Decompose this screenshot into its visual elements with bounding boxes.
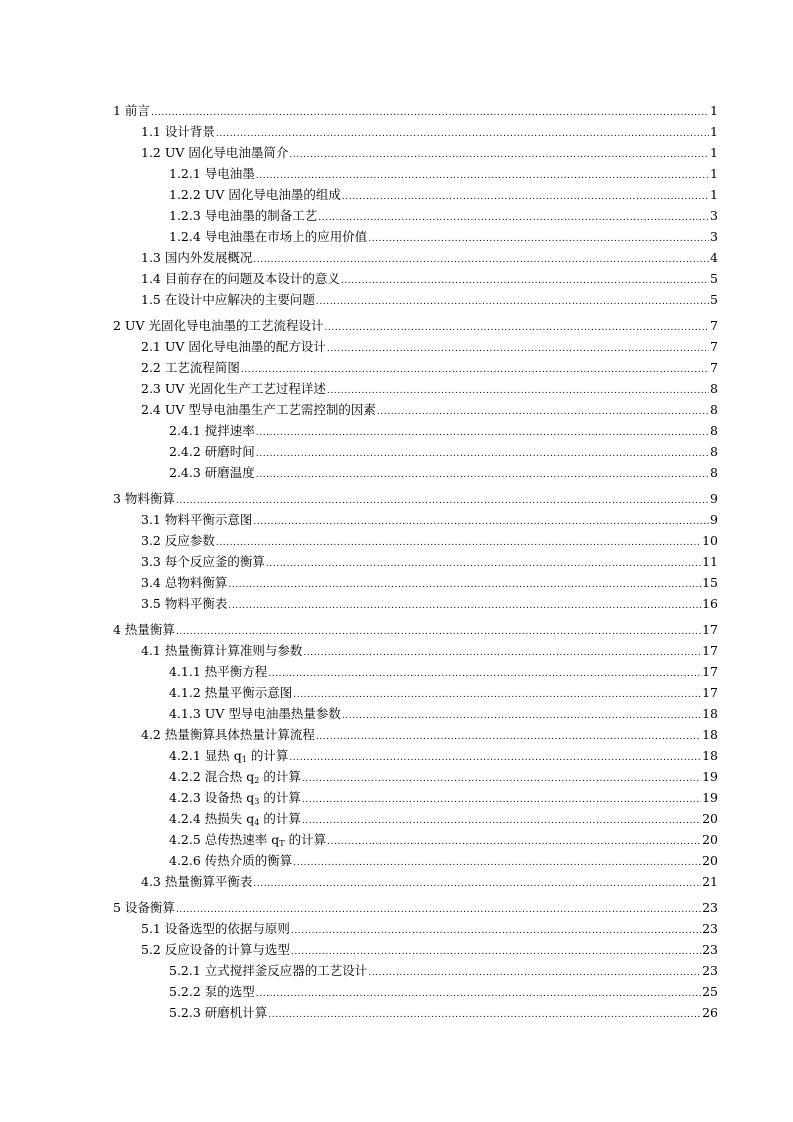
toc-entry-title-text: 3.4 总物料衡算 [141, 575, 228, 590]
dot-leader [291, 921, 701, 941]
toc-entry-subscript: 3 [254, 797, 260, 806]
toc-entry-page-number: 11 [702, 554, 718, 569]
toc-entry[interactable] [169, 1003, 718, 1023]
toc-entry-title [169, 961, 368, 981]
toc-entry-page-number: 8 [710, 402, 718, 417]
toc-entry[interactable] [113, 489, 718, 509]
dot-leader [327, 381, 709, 401]
toc-entry-title-text: 1.4 目前存在的问题及本设计的意义 [141, 271, 340, 286]
toc-entry-title [141, 725, 316, 745]
toc-entry-title-text: 3.2 反应参数 [141, 533, 215, 548]
toc-entry-title [141, 531, 216, 551]
dot-leader [256, 423, 709, 443]
toc-entry-title [169, 442, 256, 462]
dot-leader [342, 187, 709, 207]
toc-entry-subscript: 2 [254, 776, 260, 785]
toc-entry-title [169, 830, 327, 850]
toc-entry[interactable] [113, 898, 718, 918]
toc-entry-title-text: 5.2.2 泵的选型 [169, 984, 255, 999]
toc-entry-title [169, 767, 302, 787]
toc-entry-title-text: 4.1.3 UV 型导电油墨热量参数 [169, 706, 341, 721]
toc-entry-title-text: 2 UV 光固化导电油墨的工艺流程设计 [113, 318, 324, 333]
toc-entry-title [169, 227, 368, 247]
toc-entry[interactable] [169, 164, 718, 184]
toc-entry[interactable] [141, 940, 718, 960]
dot-leader [302, 811, 701, 831]
toc-entry-title-text: 1.3 国内外发展概况 [141, 250, 253, 265]
dot-leader [327, 832, 701, 852]
dot-leader [151, 103, 709, 123]
toc-entry-title-text: 4.1.1 热平衡方程 [169, 664, 268, 679]
toc-entry-page-number: 20 [702, 811, 718, 826]
toc-entry[interactable] [169, 227, 718, 247]
toc-entry[interactable] [113, 101, 718, 121]
toc-entry[interactable] [141, 358, 718, 378]
toc-entry-title-text: 1.2.1 导电油墨 [169, 166, 255, 181]
toc-entry[interactable] [169, 206, 718, 226]
toc-entry-title-tail: 的计算 [284, 832, 327, 847]
dot-leader [253, 250, 709, 270]
dot-leader [266, 554, 701, 574]
toc-entry-title-text: 2.4.1 搅拌速率 [169, 423, 255, 438]
toc-entry-page-number: 5 [710, 271, 718, 286]
toc-entry[interactable] [169, 767, 718, 787]
toc-entry[interactable] [169, 746, 718, 766]
dot-leader [316, 292, 709, 312]
toc-entry[interactable] [141, 573, 718, 593]
toc-entry-title [141, 594, 228, 614]
toc-entry-title-text: 4.2 热量衡算具体热量计算流程 [141, 727, 315, 742]
toc-entry-title [113, 316, 324, 336]
toc-entry[interactable] [169, 830, 718, 850]
toc-entry-page-number: 17 [702, 685, 718, 700]
toc-entry-title [169, 185, 342, 205]
toc-entry-title-text: 2.4 UV 型导电油墨生产工艺需控制的因素 [141, 402, 376, 417]
toc-entry-page-number: 3 [710, 229, 718, 244]
toc-entry-page-number: 8 [710, 444, 718, 459]
toc-entry-title [169, 746, 289, 766]
dot-leader [176, 622, 701, 642]
toc-entry-title-text: 4.1 热量衡算计算准则与参数 [141, 643, 303, 658]
toc-entry-page-number: 1 [710, 103, 718, 118]
toc-entry[interactable] [141, 379, 718, 399]
toc-entry-title-tail: 的计算 [246, 748, 289, 763]
toc-entry-title-text: 1.2 UV 固化导电油墨简介 [141, 145, 289, 160]
toc-entry-title-text: 4.2.2 混合热 q [169, 769, 255, 784]
toc-entry-title [169, 662, 268, 682]
toc-entry-title-text: 3.1 物料平衡示意图 [141, 512, 253, 527]
toc-entry[interactable] [141, 510, 718, 530]
toc-entry-subscript: 4 [254, 818, 260, 827]
toc-entry-page-number: 25 [702, 984, 718, 999]
toc-entry-page-number: 17 [702, 664, 718, 679]
toc-entry-title-text: 5.2.3 研磨机计算 [169, 1005, 268, 1020]
toc-entry[interactable] [141, 725, 718, 745]
toc-entry-page-number: 23 [702, 942, 718, 957]
dot-leader [256, 465, 709, 485]
toc-entry-page-number: 23 [702, 963, 718, 978]
dot-leader [256, 984, 701, 1004]
toc-entry-title-text: 3 物料衡算 [113, 491, 175, 506]
toc-entry[interactable] [141, 872, 718, 892]
dot-leader [256, 166, 709, 186]
toc-entry-title-text: 1.5 在设计中应解决的主要问题 [141, 292, 315, 307]
toc-entry-title-text: 4.2.5 总传热速率 q [169, 832, 280, 847]
dot-leader [377, 402, 709, 422]
toc-entry[interactable] [141, 594, 718, 614]
toc-entry[interactable] [141, 248, 718, 268]
toc-entry-page-number: 18 [702, 727, 718, 742]
toc-entry-title [169, 982, 256, 1002]
toc-entry-page-number: 10 [702, 533, 718, 548]
toc-entry[interactable] [169, 704, 718, 724]
toc-entry-page-number: 3 [710, 208, 718, 223]
toc-entry-page-number: 16 [702, 596, 718, 611]
toc-entry-title-text: 3.3 每个反应釜的衡算 [141, 554, 265, 569]
toc-entry-title [169, 704, 342, 724]
toc-entry-page-number: 9 [710, 491, 718, 506]
dot-leader [303, 643, 701, 663]
dot-leader [368, 963, 701, 983]
toc-entry-page-number: 17 [702, 622, 718, 637]
dot-leader [176, 491, 709, 511]
toc-entry-page-number: 20 [702, 832, 718, 847]
toc-entry-title [141, 143, 289, 163]
dot-leader [228, 575, 701, 595]
toc-entry[interactable] [169, 463, 718, 483]
dot-leader [228, 596, 701, 616]
toc-entry-title-tail: 的计算 [259, 769, 301, 784]
toc-entry[interactable] [169, 683, 718, 703]
toc-entry-title-text: 1.2.4 导电油墨在市场上的应用价值 [169, 229, 368, 244]
dot-leader [293, 685, 701, 705]
toc-entry-title [141, 358, 241, 378]
toc-entry-title-text: 5.2 反应设备的计算与选型 [141, 942, 290, 957]
toc-entry-title [141, 573, 228, 593]
toc-entry-page-number: 5 [710, 292, 718, 307]
toc-entry-title [141, 919, 291, 939]
dot-leader [341, 271, 709, 291]
toc-entry[interactable] [141, 919, 718, 939]
toc-entry-title [141, 872, 253, 892]
toc-entry-page-number: 1 [710, 145, 718, 160]
toc-entry-page-number: 23 [702, 921, 718, 936]
toc-entry-page-number: 1 [710, 187, 718, 202]
dot-leader [302, 790, 701, 810]
toc-entry[interactable] [169, 982, 718, 1002]
dot-leader [293, 853, 701, 873]
toc-entry-title [169, 164, 256, 184]
toc-entry-title [141, 400, 377, 420]
toc-entry-title-text: 4.2.4 热损失 q [169, 811, 255, 826]
dot-leader [302, 769, 701, 789]
toc-entry-title [141, 510, 253, 530]
toc-entry-title-text: 2.4.2 研磨时间 [169, 444, 255, 459]
dot-leader [324, 318, 709, 338]
toc-entry-page-number: 7 [710, 360, 718, 375]
toc-entry[interactable] [169, 809, 718, 829]
toc-entry-title [141, 552, 266, 572]
toc-entry-subscript: 1 [241, 755, 247, 764]
toc-entry-title [141, 122, 216, 142]
toc-entry-title [113, 898, 176, 918]
toc-entry[interactable] [169, 851, 718, 871]
toc-entry[interactable] [141, 143, 718, 163]
toc-entry-page-number: 18 [702, 748, 718, 763]
toc-entry-title-text: 2.1 UV 固化导电油墨的配方设计 [141, 339, 326, 354]
toc-entry-title-text: 4.2.1 显热 q [169, 748, 242, 763]
toc-entry-title [141, 641, 303, 661]
toc-entry-title-text: 1 前言 [113, 103, 150, 118]
toc-entry-page-number: 20 [702, 853, 718, 868]
toc-entry[interactable] [141, 290, 718, 310]
toc-entry-title-text: 2.4.3 研磨温度 [169, 465, 255, 480]
toc-entry[interactable] [113, 620, 718, 640]
toc-entry[interactable] [169, 185, 718, 205]
toc-entry-title [169, 788, 302, 808]
toc-entry-page-number: 23 [702, 900, 718, 915]
dot-leader [176, 900, 701, 920]
dot-leader [289, 748, 701, 768]
toc-entry-title [141, 269, 341, 289]
toc-entry[interactable] [169, 662, 718, 682]
dot-leader [268, 664, 701, 684]
toc-entry-title-text: 1.2.3 导电油墨的制备工艺 [169, 208, 318, 223]
toc-entry-title-tail: 的计算 [259, 790, 301, 805]
toc-entry-page-number: 1 [710, 124, 718, 139]
dot-leader [316, 727, 701, 747]
toc-entry[interactable] [141, 531, 718, 551]
toc-entry-title-text: 5.1 设备选型的依据与原则 [141, 921, 290, 936]
toc-entry-title [169, 683, 293, 703]
toc-entry-title-tail: 的计算 [259, 811, 301, 826]
toc-entry[interactable] [169, 442, 718, 462]
toc-entry-page-number: 19 [702, 769, 718, 784]
toc-entry-title-text: 4.1.2 热量平衡示意图 [169, 685, 293, 700]
toc-entry-page-number: 7 [710, 339, 718, 354]
toc-entry-title [169, 809, 302, 829]
toc-entry-title-text: 3.5 物料平衡表 [141, 596, 228, 611]
toc-entry-title [141, 290, 316, 310]
toc-entry-title [169, 1003, 268, 1023]
dot-leader [216, 124, 709, 144]
toc-entry[interactable] [141, 269, 718, 289]
toc-entry-title [169, 851, 293, 871]
toc-entry-page-number: 15 [702, 575, 718, 590]
toc-entry-page-number: 7 [710, 318, 718, 333]
dot-leader [291, 942, 701, 962]
dot-leader [318, 208, 709, 228]
dot-leader [253, 512, 709, 532]
toc-entry-title [169, 206, 318, 226]
toc-entry[interactable] [169, 421, 718, 441]
toc-entry-page-number: 4 [710, 250, 718, 265]
toc-entry[interactable] [141, 400, 718, 420]
toc-entry-title [141, 379, 327, 399]
toc-entry[interactable] [141, 122, 718, 142]
toc-entry-title-text: 4.3 热量衡算平衡表 [141, 874, 253, 889]
toc-entry-page-number: 1 [710, 166, 718, 181]
toc-entry-title [113, 489, 176, 509]
toc-entry-page-number: 8 [710, 381, 718, 396]
toc-entry-page-number: 19 [702, 790, 718, 805]
dot-leader [368, 229, 709, 249]
toc-entry-title [141, 940, 291, 960]
toc-entry[interactable] [169, 961, 718, 981]
toc-entry-page-number: 9 [710, 512, 718, 527]
toc-entry[interactable] [113, 316, 718, 336]
toc-entry-title-text: 5.2.1 立式搅拌釜反应器的工艺设计 [169, 963, 368, 978]
toc-entry-page-number: 21 [702, 874, 718, 889]
dot-leader [256, 444, 709, 464]
toc-entry-title [141, 248, 253, 268]
dot-leader [342, 706, 701, 726]
dot-leader [241, 360, 709, 380]
toc-entry-title-text: 2.3 UV 光固化生产工艺过程详述 [141, 381, 326, 396]
toc-entry[interactable] [141, 552, 718, 572]
dot-leader [327, 339, 709, 359]
toc-entry-title-text: 5 设备衡算 [113, 900, 175, 915]
toc-entry-page-number: 26 [702, 1005, 718, 1020]
toc-entry-title-text: 1.1 设计背景 [141, 124, 215, 139]
toc-entry-title [113, 101, 151, 121]
toc-entry[interactable] [169, 788, 718, 808]
dot-leader [253, 874, 701, 894]
dot-leader [216, 533, 701, 553]
toc-entry[interactable] [141, 641, 718, 661]
toc-entry[interactable] [141, 337, 718, 357]
toc-entry-title [169, 463, 256, 483]
toc-entry-title-text: 4.2.6 传热介质的衡算 [169, 853, 293, 868]
toc-entry-title [169, 421, 256, 441]
toc-entry-title-text: 1.2.2 UV 固化导电油墨的组成 [169, 187, 341, 202]
toc-entry-title [113, 620, 176, 640]
toc-entry-page-number: 18 [702, 706, 718, 721]
dot-leader [268, 1005, 701, 1025]
toc-entry-title-text: 4 热量衡算 [113, 622, 175, 637]
dot-leader [289, 145, 709, 165]
toc-entry-page-number: 8 [710, 423, 718, 438]
toc-entry-subscript: T [279, 839, 285, 848]
toc-entry-page-number: 8 [710, 465, 718, 480]
toc-entry-title-text: 2.2 工艺流程简图 [141, 360, 240, 375]
toc-entry-page-number: 17 [702, 643, 718, 658]
toc-entry-title-text: 4.2.3 设备热 q [169, 790, 255, 805]
toc-entry-title [141, 337, 327, 357]
